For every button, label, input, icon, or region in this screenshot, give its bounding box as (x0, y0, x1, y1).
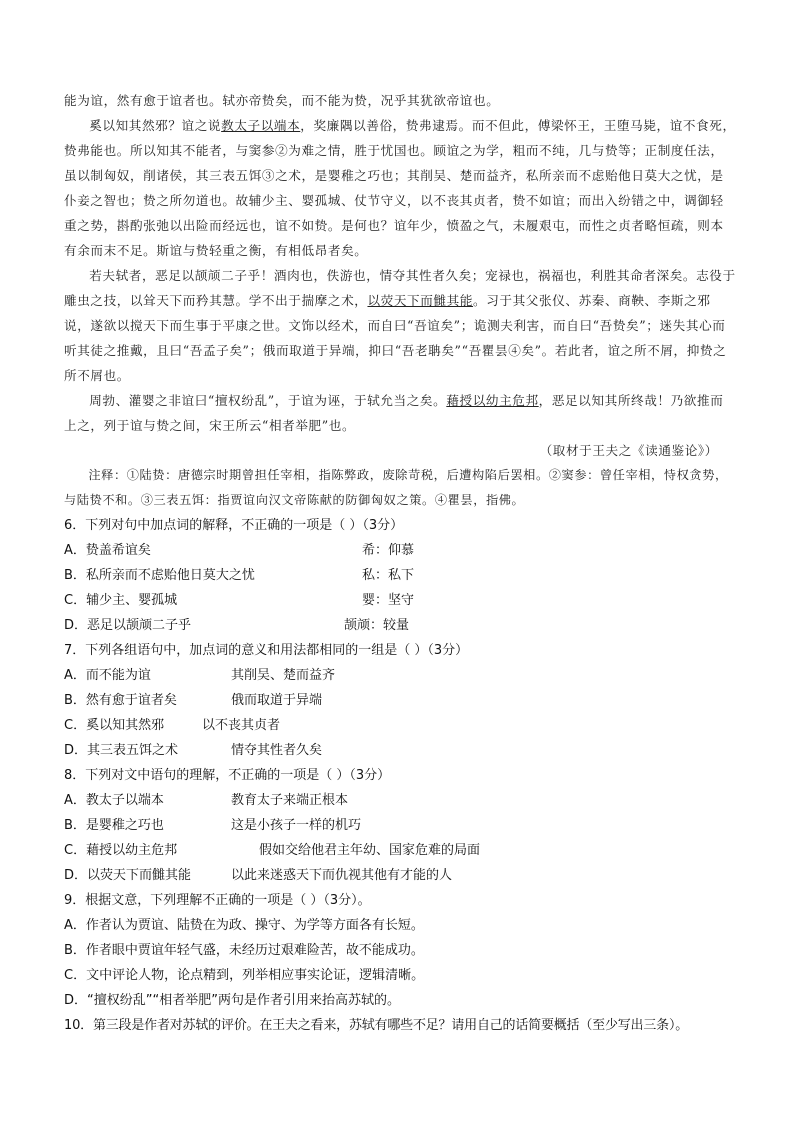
option-text: D．恶足以颉颃二子乎 (64, 618, 192, 633)
option-gloss: 这是小孩子一样的机巧 (231, 818, 362, 833)
underlined-sentence: 教太子以端本 (221, 118, 301, 133)
question-stem: 9．根据文意，下列理解不正确的一项是（ ）（3分）。 (64, 893, 371, 908)
option-c (64, 713, 736, 738)
exam-page (64, 88, 736, 1038)
question-9 (64, 888, 736, 1013)
passage-paragraph-1 (64, 113, 736, 263)
option-gloss: 婴：坚守 (362, 593, 415, 608)
question-stem: 10．第三段是作者对苏轼的评价。在王夫之看来，苏轼有哪些不足？请用自己的话简要概括（至少写出三条）。 (64, 1018, 689, 1033)
question-stem: 8．下列对文中语句的理解，不正确的一项是（ ）（3分） (64, 768, 391, 783)
question-10 (64, 1013, 736, 1038)
option-text: B．然有愈于谊者矣 (64, 693, 177, 708)
option-a (64, 663, 736, 688)
option-a (64, 538, 736, 563)
annotation-note: 注释：①陆贽：唐德宗时期曾担任宰相，指陈弊政，废除苛税，后遭构陷后罢相。②窦参：曾任宰相，恃权贪势，与陆贽不和。③三表五饵：指贾谊向汉文帝陈献的防御匈奴之策。④瞿昙，指佛。 (64, 468, 728, 507)
option-compare: 情夺其性者久矣 (231, 743, 323, 758)
option-b (64, 688, 736, 713)
passage-paragraph-0: 能为谊，然有愈于谊者也。轼亦帝贽矣，而不能为贽，况乎其犹欲帝谊也。 (64, 93, 500, 108)
option-gloss: 教育太子来端正根本 (231, 793, 349, 808)
option-c (64, 588, 736, 613)
option-d (64, 738, 736, 763)
passage-text: 周勃、灌婴之非谊曰“擅权纷乱”，于谊为诬，于轼允当之矣。 (89, 393, 447, 408)
option-d (64, 863, 736, 888)
option-b: B．作者眼中贾谊年轻气盛，未经历过艰难险苦，故不能成功。 (64, 943, 424, 958)
option-c: C．文中评论人物，论点精到，列举相应事实论证，逻辑清晰。 (64, 968, 425, 983)
source-citation: （取材于王夫之《读通鉴论》） (539, 443, 718, 458)
underlined-sentence: 藉授以幼主危邦 (446, 393, 539, 408)
passage-text: ，恶足以知其所终哉！乃欲推而上之，列于谊与贽之间，宋王所云“相者举肥”也。 (64, 393, 724, 433)
option-text: A．贽盖希谊矣 (64, 543, 151, 558)
option-gloss: 以此来迷惑天下而仇视其他有才能的人 (231, 868, 453, 883)
option-gloss: 私：私下 (362, 568, 415, 583)
option-compare: 其削吴、楚而益齐 (231, 668, 336, 683)
option-text: B．私所亲而不虑贻他日莫大之忧 (64, 568, 255, 583)
option-gloss: 假如交给他君主年幼、国家危难的局面 (259, 843, 481, 858)
option-b (64, 563, 736, 588)
passage-text: 若夫轼者，恶足以颉颃二子乎！酒肉也，佚游也，情夺其性者久矣；宠禄也，祸福也，利胜其命者深矣。志役于雕虫之技，以耸天下而矜其慧。学不出于揣摩之术， (64, 268, 736, 308)
option-d (64, 613, 736, 638)
option-text: D．以荧天下而雠其能 (64, 868, 192, 883)
option-gloss: 颉颃：较量 (344, 618, 410, 633)
option-a: A．作者认为贾谊、陆贽在为政、操守、为学等方面各有长短。 (64, 918, 424, 933)
option-c (64, 838, 736, 863)
option-text: C．藉授以幼主危邦 (64, 843, 178, 858)
option-gloss: 希：仰慕 (362, 543, 415, 558)
option-text: A．教太子以端本 (64, 793, 164, 808)
option-b (64, 813, 736, 838)
option-a (64, 788, 736, 813)
option-text: D．其三表五饵之术 (64, 743, 179, 758)
option-text: C．奚以知其然邪 (64, 718, 165, 733)
question-8 (64, 763, 736, 888)
passage-text: 奚以知其然邪？谊之说 (89, 118, 222, 133)
question-6 (64, 513, 736, 638)
passage-text: 。习于其父张仪、苏秦、商鞅、李斯之邪说，遂欲以搅天下而生事于平康之世。文饰以经术，而自曰“吾谊矣”；诡测夫利害，而自曰“吾贽矣”；迷失其心而听其徒之推戴，且曰“吾孟子矣”；俄而取道于异端，抑曰“吾老聃矣”“吾瞿昙④矣”。若此者，谊之所不屑，抑贽之所不屑也。 (64, 293, 727, 383)
question-stem: 7．下列各组语句中，加点词的意义和用法都相同的一组是（ ）（3分） (64, 643, 469, 658)
option-text: A．而不能为谊 (64, 668, 151, 683)
question-7 (64, 638, 736, 763)
question-stem: 6．下列对句中加点词的解释，不正确的一项是（ ）（3分） (64, 518, 404, 533)
option-text: C．辅少主、婴孤城 (64, 593, 178, 608)
option-text: B．是婴稚之巧也 (64, 818, 164, 833)
option-compare: 以不丧其贞者 (202, 718, 281, 733)
option-compare: 俄而取道于异端 (231, 693, 323, 708)
passage-text: ，奖廉隅以善俗，贽弗逮焉。而不但此，傅梁怀王，王堕马毙，谊不食死，贽弗能也。所以知其不能者，与窦参②为难之情，胜于忧国也。顾谊之为学，粗而不纯，几与贽等；正制度任法，虽以制匈奴，削诸侯，其三表五饵③之术，是婴稚之巧也；其削吴、楚而益齐，私所亲而不虑贻他日莫大之忧，是仆妾之智也；贽之所勿道也。故辅少主、婴孤城、仗节守义，以不丧其贞者，贽不如谊；而出入纷错之中，调御轻重之势，斟酌张弛以出险而经远也，谊不如贽。是何也？谊年少，愤盈之气，未履艰屯，而性之贞者略恒疏，则本有余而末不足。斯谊与贽轻重之衡，有相低昂者矣。 (64, 118, 736, 258)
option-d: D．“擅权纷乱”“相者举肥”两句是作者引用来抬高苏轼的。 (64, 993, 400, 1008)
passage-paragraph-2 (64, 263, 736, 388)
underlined-sentence: 以荧天下而雠其能 (367, 293, 474, 308)
passage-paragraph-3 (64, 388, 736, 438)
